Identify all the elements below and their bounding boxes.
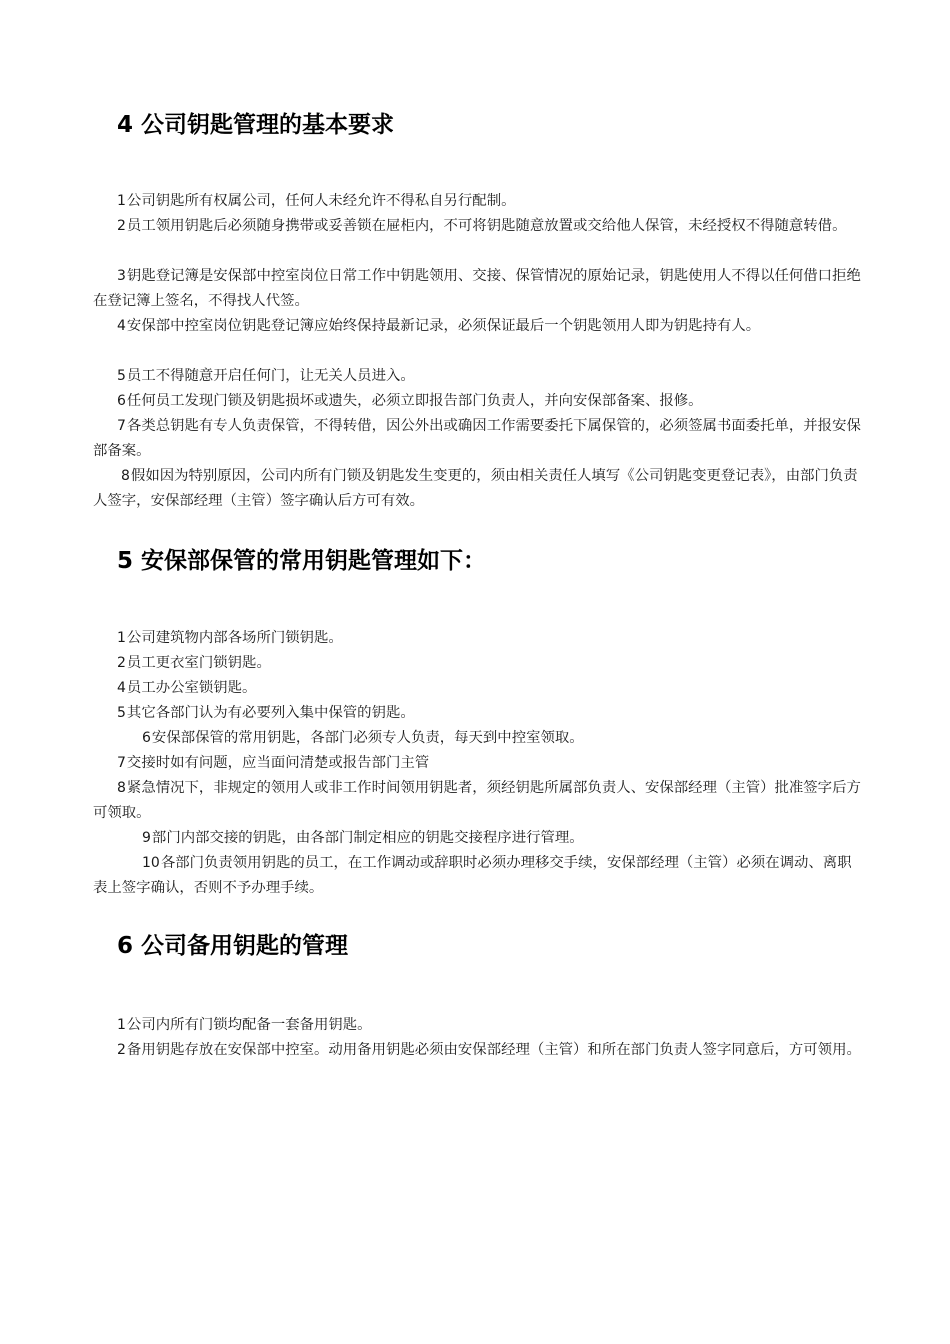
item-text: 紧急情况下，非规定的领用人或非工作时间领用钥匙者，须经钥匙所属部负责人、安保部经理（主管）批准签字后方可领取。 — [93, 780, 861, 821]
section-4-item-2 — [93, 214, 861, 239]
section-5-item-9 — [93, 826, 861, 851]
item-text: 部门内部交接的钥匙，由各部门制定相应的钥匙交接程序进行管理。 — [151, 830, 584, 846]
item-number: 6 — [117, 393, 126, 409]
item-number: 5 — [117, 368, 126, 384]
item-number: 9 — [142, 830, 151, 846]
item-number: 8 — [121, 468, 130, 484]
item-text: 公司建筑物内部各场所门锁钥匙。 — [126, 630, 343, 646]
item-number: 10 — [142, 855, 160, 871]
section-5-item-5 — [93, 701, 861, 726]
section-5-item-4 — [93, 676, 861, 701]
item-text: 钥匙登记簿是安保部中控室岗位日常工作中钥匙领用、交接、保管情况的原始记录，钥匙使用人不得以任何借口拒绝在登记簿上签名，不得找人代签。 — [93, 268, 861, 309]
item-text: 其它各部门认为有必要列入集中保管的钥匙。 — [126, 705, 415, 721]
item-number: 7 — [117, 418, 126, 434]
item-text: 备用钥匙存放在安保部中控室。动用备用钥匙必须由安保部经理（主管）和所在部门负责人签字同意后，方可领用。 — [126, 1042, 861, 1058]
section-5-item-7 — [93, 751, 861, 776]
section-6-heading: 6 公司备用钥匙的管理 — [117, 933, 349, 959]
item-number: 2 — [117, 1042, 126, 1058]
item-text: 公司钥匙所有权属公司，任何人未经允许不得私自另行配制。 — [126, 193, 516, 209]
item-text: 各类总钥匙有专人负责保管，不得转借，因公外出或确因工作需要委托下属保管的，必须签属书面委托单，并报安保部备案。 — [93, 418, 861, 459]
section-5-heading: 5 安保部保管的常用钥匙管理如下： — [117, 548, 487, 574]
item-number: 4 — [117, 680, 126, 696]
item-number: 5 — [117, 705, 126, 721]
item-text: 安保部保管的常用钥匙，各部门必须专人负责，每天到中控室领取。 — [151, 730, 584, 746]
section-4-item-3 — [93, 264, 861, 313]
item-number: 1 — [117, 630, 126, 646]
item-number: 2 — [117, 218, 126, 234]
item-text: 交接时如有问题，应当面问清楚或报告部门主管 — [126, 755, 430, 771]
item-text: 员工领用钥匙后必须随身携带或妥善锁在屉柜内，不可将钥匙随意放置或交给他人保管，未经授权不得随意转借。 — [126, 218, 847, 234]
item-number: 7 — [117, 755, 126, 771]
section-6-item-1 — [93, 1013, 861, 1038]
item-text: 安保部中控室岗位钥匙登记簿应始终保持最新记录，必须保证最后一个钥匙领用人即为钥匙持有人。 — [126, 318, 761, 334]
item-text: 任何员工发现门锁及钥匙损坏或遗失，必须立即报告部门负责人，并向安保部备案、报修。 — [126, 393, 703, 409]
section-4-item-5 — [93, 364, 861, 389]
item-text: 公司内所有门锁均配备一套备用钥匙。 — [126, 1017, 372, 1033]
item-number: 1 — [117, 193, 126, 209]
item-text: 员工更衣室门锁钥匙。 — [126, 655, 271, 671]
item-number: 1 — [117, 1017, 126, 1033]
item-number: 4 — [117, 318, 126, 334]
item-text: 员工办公室锁钥匙。 — [126, 680, 257, 696]
section-5-item-1 — [93, 626, 861, 651]
section-4-item-1 — [93, 189, 861, 214]
section-4-item-8 — [93, 464, 861, 513]
section-4-item-7 — [93, 414, 861, 463]
item-number: 2 — [117, 655, 126, 671]
item-text: 员工不得随意开启任何门，让无关人员进入。 — [126, 368, 415, 384]
item-text: 假如因为特别原因，公司内所有门锁及钥匙发生变更的，须由相关责任人填写《公司钥匙变更登记表》，由部门负责人签字，安保部经理（主管）签字确认后方可有效。 — [93, 468, 858, 509]
item-text: 各部门负责领用钥匙的员工，在工作调动或辞职时必须办理移交手续，安保部经理（主管）必须在调动、离职表上签字确认，否则不予办理手续。 — [93, 855, 852, 896]
section-4-heading: 4 公司钥匙管理的基本要求 — [117, 112, 395, 138]
item-number: 6 — [142, 730, 151, 746]
section-4-item-4 — [93, 314, 838, 339]
section-4-item-6 — [93, 389, 861, 414]
section-6-item-2 — [93, 1038, 861, 1063]
section-5-item-6 — [93, 726, 861, 751]
section-5-item-8 — [93, 776, 861, 825]
section-5-item-10 — [93, 851, 861, 900]
item-number: 3 — [117, 268, 126, 284]
item-number: 8 — [117, 780, 126, 796]
section-5-item-2 — [93, 651, 861, 676]
